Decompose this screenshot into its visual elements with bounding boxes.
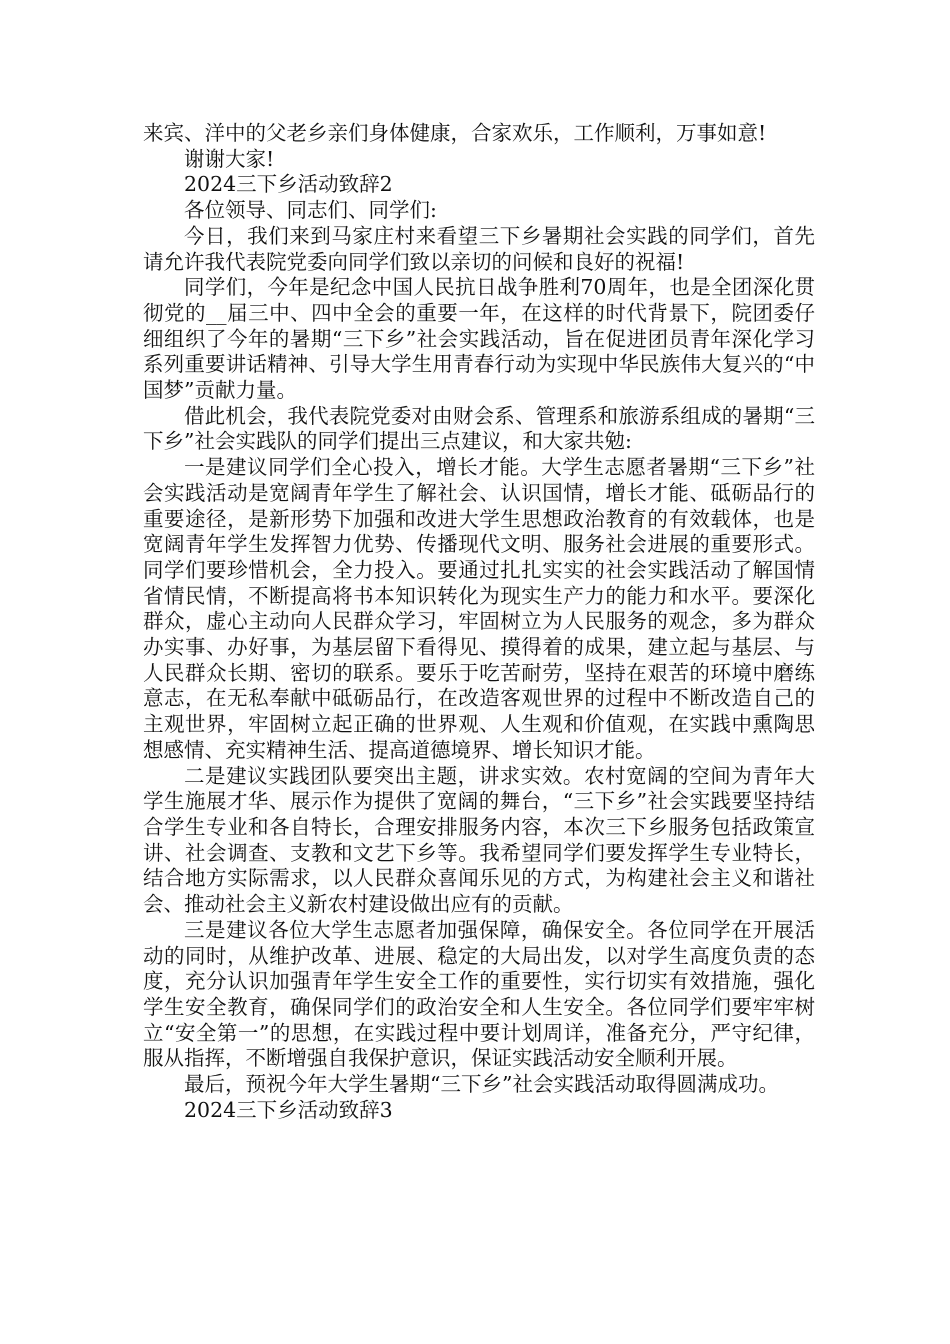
section-heading-2: 2024三下乡活动致辞2 [184,172,393,197]
paragraph-closing: 最后，预祝今年大学生暑期“三下乡”社会实践活动取得圆满成功。 [184,1072,779,1097]
paragraph-suggestions-intro: 借此机会，我代表院党委对由财会系、管理系和旅游系组成的暑期“三下乡”社会实践队的同学们提出三点建议，和大家共勉: [143,403,815,454]
salutation: 各位领导、同志们、同学们: [184,198,437,223]
paragraph-intro: 今日，我们来到马家庄村来看望三下乡暑期社会实践的同学们，首先请允许我代表院党委向同学们致以亲切的问候和良好的祝福! [143,223,815,274]
paragraph-suggestion-two: 二是建议实践团队要突出主题，讲求实效。农村宽阔的空间为青年大学生施展才华、展示作为提供了宽阔的舞台，“三下乡”社会实践要坚持结合学生专业和各自特长，合理安排服务内容，本次三下乡服务包括政策宣讲、社会调查、支教和文艺下乡等。我希望同学们要发挥学生专业特长，结合地方实际需求，以人民群众喜闻乐见的方式，为构建社会主义和谐社会、推动社会主义新农村建设做出应有的贡献。 [143,763,815,917]
paragraph-background: 同学们，今年是纪念中国人民抗日战争胜利70周年，也是全团深化贯彻党的__届三中、四中全会的重要一年，在这样的时代背景下，院团委仔细组织了今年的暑期“三下乡”社会实践活动，旨在促进团员青年深化学习系列重要讲话精神、引导大学生用青春行动为实现中华民族伟大复兴的“中国梦”贡献力量。 [143,275,815,403]
closing-thanks: 谢谢大家! [184,146,275,171]
document-page [143,121,815,1123]
section-heading-3: 2024三下乡活动致辞3 [184,1097,393,1122]
paragraph-suggestion-three: 三是建议各位大学生志愿者加强保障，确保安全。各位同学在开展活动的同时，从维护改革、进展、稳定的大局出发，以对学生高度负责的态度，充分认识加强青年学生安全工作的重要性，实行切实有效措施，强化学生安全教育，确保同学们的政治安全和人生安全。各位同学们要牢牢树立“安全第一”的思想，在实践过程中要计划周详，准备充分，严守纪律，服从指挥，不断增强自我保护意识，保证实践活动安全顺利开展。 [143,917,815,1071]
paragraph-continuation: 来宾、洋中的父老乡亲们身体健康，合家欢乐，工作顺利，万事如意! [143,121,767,145]
paragraph-suggestion-one: 一是建议同学们全心投入，增长才能。大学生志愿者暑期“三下乡”社会实践活动是宽阔青年学生了解社会、认识国情，增长才能、砥砺品行的重要途径，是新形势下加强和改进大学生思想政治教育的有效载体，也是宽阔青年学生发挥智力优势、传播现代文明、服务社会进展的重要形式。同学们要珍惜机会，全力投入。要通过扎扎实实的社会实践活动了解国情省情民情，不断提高将书本知识转化为现实生产力的能力和水平。要深化群众，虚心主动向人民群众学习，牢固树立为人民服务的观念，多为群众办实事、办好事，为基层留下看得见、摸得着的成果，建立起与基层、与人民群众长期、密切的联系。要乐于吃苦耐劳，坚持在艰苦的环境中磨练意志，在无私奉献中砥砺品行，在改造客观世界的过程中不断改造自己的主观世界，牢固树立起正确的世界观、人生观和价值观，在实践中熏陶思想感情、充实精神生活、提高道德境界、增长知识才能。 [143,455,815,762]
